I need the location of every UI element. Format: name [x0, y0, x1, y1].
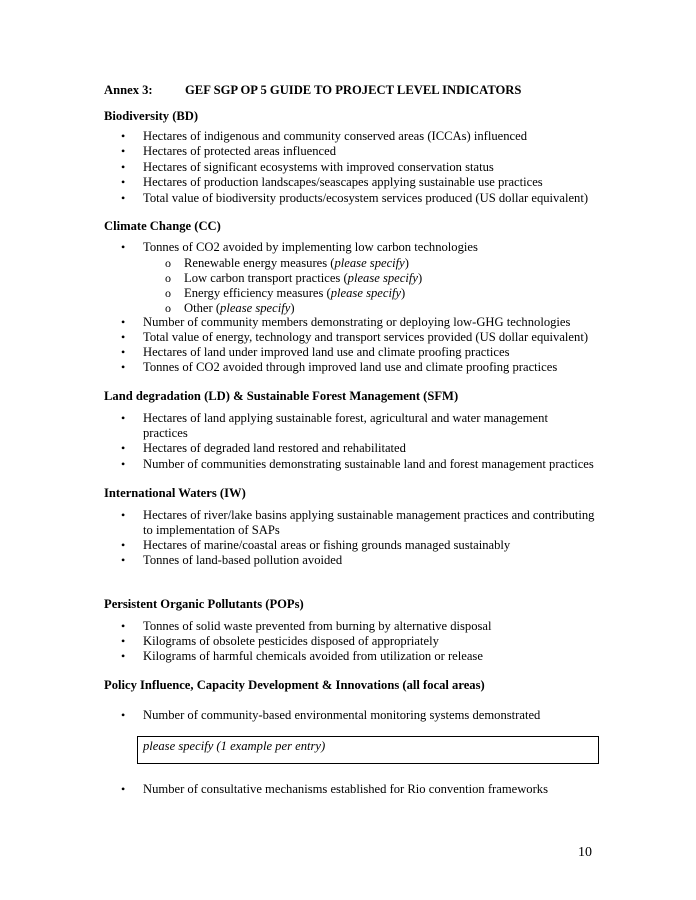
list-item: Total value of energy, technology and transport services provided (US dollar equivalent)	[143, 330, 589, 344]
annex-title: GEF SGP OP 5 GUIDE TO PROJECT LEVEL INDICATORS	[185, 83, 522, 97]
list-item: Tonnes of CO2 avoided by implementing low carbon technologies	[143, 240, 478, 254]
list-item: Hectares of land applying sustainable forest, agricultural and water management	[143, 411, 548, 425]
bullet-icon: •	[121, 508, 126, 522]
list-item: Hectares of degraded land restored and rehabilitated	[143, 441, 406, 455]
sub-list-item: Renewable energy measures (please specify)	[184, 256, 409, 270]
list-item: Number of community-based environmental monitoring systems demonstrated	[143, 708, 541, 722]
sub-bullet-icon: o	[165, 256, 171, 270]
bullet-icon: •	[121, 360, 126, 374]
sub-bullet-icon: o	[165, 271, 171, 285]
list-item: Tonnes of solid waste prevented from burning by alternative disposal	[143, 619, 492, 633]
bullet-icon: •	[121, 240, 126, 254]
bullet-icon: •	[121, 457, 126, 471]
bullet-icon: •	[121, 619, 126, 633]
list-item: Tonnes of land-based pollution avoided	[143, 553, 343, 567]
bullet-icon: •	[121, 411, 126, 425]
sub-list-item: Other (please specify)	[184, 301, 295, 315]
specify-entry-box[interactable]	[137, 736, 599, 764]
bullet-icon: •	[121, 160, 126, 174]
list-item: Hectares of protected areas influenced	[143, 144, 336, 158]
section-heading-pops: Persistent Organic Pollutants (POPs)	[104, 597, 304, 611]
list-item-continuation: to implementation of SAPs	[143, 523, 280, 537]
section-heading-climate: Climate Change (CC)	[104, 219, 221, 233]
bullet-icon: •	[121, 330, 126, 344]
bullet-icon: •	[121, 315, 126, 329]
list-item: Total value of biodiversity products/ecosystem services produced (US dollar equivalent)	[143, 191, 589, 205]
section-heading-land: Land degradation (LD) & Sustainable Forest Management (SFM)	[104, 389, 459, 403]
list-item: Hectares of production landscapes/seascapes applying sustainable use practices	[143, 175, 543, 189]
sub-bullet-icon: o	[165, 301, 171, 315]
sub-list-item: Energy efficiency measures (please specify)	[184, 286, 406, 300]
bullet-icon: •	[121, 634, 126, 648]
bullet-icon: •	[121, 345, 126, 359]
list-item: Number of communities demonstrating sustainable land and forest management practices	[143, 457, 594, 471]
bullet-icon: •	[121, 553, 126, 567]
list-item: Hectares of indigenous and community conserved areas (ICCAs) influenced	[143, 129, 527, 143]
bullet-icon: •	[121, 441, 126, 455]
bullet-icon: •	[121, 708, 126, 722]
section-heading-waters: International Waters (IW)	[104, 486, 246, 500]
page-number: 10	[578, 845, 592, 860]
list-item: Hectares of land under improved land use and climate proofing practices	[143, 345, 510, 359]
annex-label: Annex 3:	[104, 83, 153, 97]
bullet-icon: •	[121, 649, 126, 663]
specify-placeholder: please specify (1 example per entry)	[143, 739, 326, 753]
sub-bullet-icon: o	[165, 286, 171, 300]
list-item-continuation: practices	[143, 426, 188, 440]
list-item: Hectares of river/lake basins applying sustainable management practices and contributing	[143, 508, 595, 522]
list-item: Hectares of marine/coastal areas or fishing grounds managed sustainably	[143, 538, 511, 552]
bullet-icon: •	[121, 191, 126, 205]
list-item: Hectares of significant ecosystems with improved conservation status	[143, 160, 494, 174]
section-heading-biodiversity: Biodiversity (BD)	[104, 109, 199, 123]
list-item: Tonnes of CO2 avoided through improved land use and climate proofing practices	[143, 360, 558, 374]
bullet-icon: •	[121, 144, 126, 158]
bullet-icon: •	[121, 129, 126, 143]
bullet-icon: •	[121, 782, 126, 796]
sub-list-item: Low carbon transport practices (please specify)	[184, 271, 423, 285]
section-heading-policy: Policy Influence, Capacity Development & Innovations (all focal areas)	[104, 678, 485, 692]
list-item: Kilograms of obsolete pesticides disposed of appropriately	[143, 634, 439, 648]
list-item: Number of consultative mechanisms established for Rio convention frameworks	[143, 782, 548, 796]
list-item: Number of community members demonstrating or deploying low-GHG technologies	[143, 315, 571, 329]
list-item: Kilograms of harmful chemicals avoided from utilization or release	[143, 649, 483, 663]
bullet-icon: •	[121, 538, 126, 552]
bullet-icon: •	[121, 175, 126, 189]
